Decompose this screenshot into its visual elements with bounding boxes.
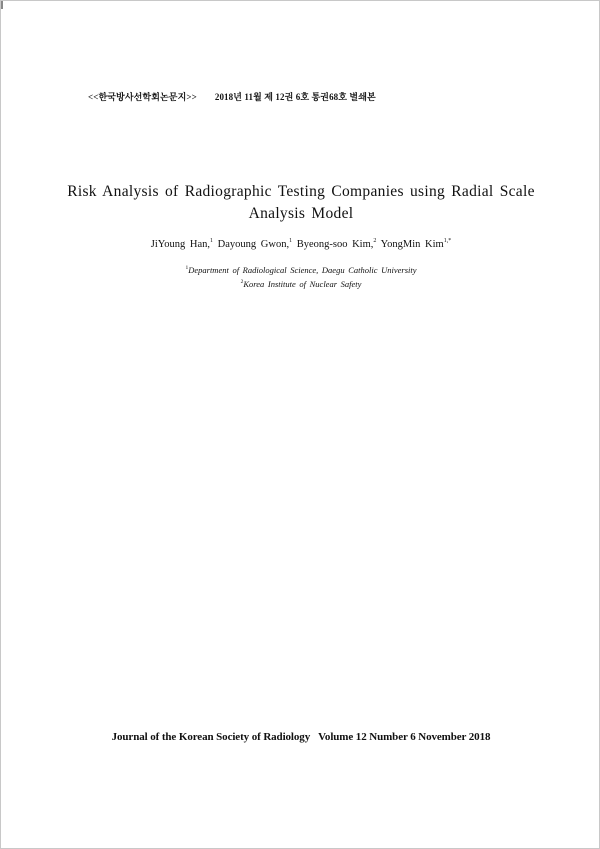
author-list xyxy=(41,238,561,250)
affiliation-line xyxy=(41,279,561,289)
affiliation-text: Department of Radiological Science, Daegu Catholic University xyxy=(188,265,417,275)
journal-footer xyxy=(41,731,561,743)
affiliation-number: 2 xyxy=(240,279,244,285)
reprint-header xyxy=(88,90,376,103)
volume-info: Volume 12 Number 6 November 2018 xyxy=(318,731,491,743)
affiliation-number: 1 xyxy=(185,265,189,271)
author-affiliation-mark: 2 xyxy=(373,238,377,244)
author-affiliation-mark: 1 xyxy=(210,238,214,244)
issue-info: 2018년 11월 제 12권 6호 통권68호 별쇄본 xyxy=(214,92,376,102)
author-name: JiYoung Han, xyxy=(150,239,211,250)
affiliation-line xyxy=(41,265,561,275)
journal-name: Journal of the Korean Society of Radiology xyxy=(111,731,311,743)
author-affiliation-mark: 1,* xyxy=(443,238,452,244)
author-affiliation-mark: 1 xyxy=(289,238,293,244)
author-name: Byeong-soo Kim, xyxy=(296,239,374,250)
society-label: <<한국방사선학회논문지>> xyxy=(88,92,197,102)
paper-title: Risk Analysis of Radiographic Testing Companies using Radial Scale Analysis Model xyxy=(67,183,535,222)
author-name: Dayoung Gwon, xyxy=(217,239,290,250)
page-edge-mark xyxy=(1,1,3,9)
author-name: YongMin Kim xyxy=(380,239,444,250)
affiliation-text: Korea Institute of Nuclear Safety xyxy=(243,279,362,289)
